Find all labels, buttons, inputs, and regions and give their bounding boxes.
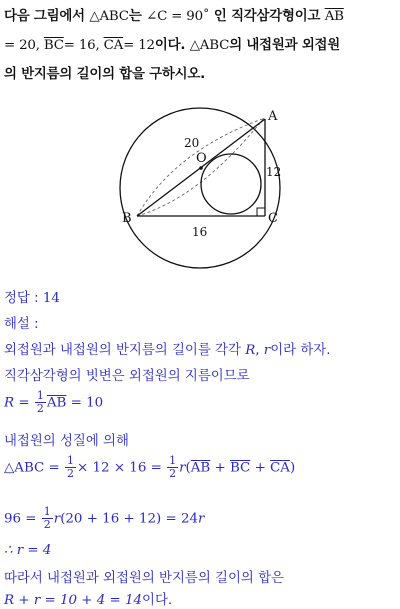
solution-line-8 xyxy=(4,567,396,586)
solution-line-7 xyxy=(4,543,396,558)
var-small-r: r xyxy=(53,511,61,527)
problem-text: 인 직각삼각형이고 xyxy=(209,9,325,24)
fraction-numerator: 1 xyxy=(169,454,177,467)
equation-lhs: 96 = xyxy=(4,511,41,527)
label-length-ca: 12 xyxy=(266,165,282,179)
fraction xyxy=(65,455,76,480)
equation-rhs: (20 + 16 + 12) = 24 xyxy=(60,511,198,527)
fraction-numerator: 1 xyxy=(36,389,44,402)
label-length-ab: 20 xyxy=(184,136,200,150)
geometry-figure xyxy=(100,88,300,288)
segment-ca: $\overline{CA}$ xyxy=(103,38,124,53)
final-expression: R + r = 10 + 4 = 14 xyxy=(4,593,143,608)
answer-value: 14 xyxy=(42,291,60,306)
solution-text: 외접원과 내접원의 반지름의 길이를 각각 xyxy=(4,343,246,358)
problem-text: 의 내접원과 외접원 xyxy=(229,38,341,53)
problem-text: 의 반지름의 길이의 합을 구하시오. xyxy=(4,67,206,82)
solution-line-3 xyxy=(4,390,396,415)
var-big-r: R xyxy=(245,343,256,358)
fraction-denominator: 2 xyxy=(169,467,177,480)
solution-text: 내접원의 성질에 의해 xyxy=(4,434,129,449)
equation-lhs: R = xyxy=(4,395,34,411)
plus-sign: + xyxy=(250,460,271,476)
label-o: O xyxy=(196,151,207,166)
solution-text: 이다. xyxy=(142,593,173,608)
solution-line-6 xyxy=(4,506,396,531)
label-length-bc: 16 xyxy=(192,225,208,239)
conclusion-r: ∴ r = 4 xyxy=(4,543,52,558)
triangle-abc: △ABC xyxy=(89,9,129,24)
paren: ) xyxy=(289,460,296,476)
problem-text: 다음 그림에서 xyxy=(4,9,90,24)
solution-line-1 xyxy=(4,339,396,358)
triangle-abc: △ABC xyxy=(189,38,230,53)
segment-bc: $\overline{BC}$ xyxy=(229,460,251,476)
fraction-denominator: 2 xyxy=(67,467,75,480)
solution-line-9 xyxy=(4,589,396,608)
paren: ( xyxy=(185,460,191,476)
segment-ab: $\overline{AB}$ xyxy=(190,460,211,476)
problem-line-3 xyxy=(4,60,396,89)
problem-text: = 16, xyxy=(63,38,104,53)
var-small-r: r xyxy=(179,460,186,476)
fraction-numerator: 1 xyxy=(43,505,51,518)
problem-text: 는 xyxy=(128,9,147,24)
solution-line-5 xyxy=(4,455,396,480)
equation-middle: × 12 × 16 = xyxy=(77,460,167,476)
equation-rhs: = 10 xyxy=(66,395,104,411)
segment-ab: $\overline{AB}$ xyxy=(324,9,344,24)
problem-text: = 20, xyxy=(4,38,44,53)
segment-bc: $\overline{BC}$ xyxy=(43,38,64,53)
fraction xyxy=(167,455,178,480)
var-small-r: r xyxy=(198,511,205,527)
problem-line-1 xyxy=(4,2,396,31)
fraction xyxy=(35,390,46,415)
center-point-o xyxy=(199,166,203,170)
problem-statement xyxy=(4,2,396,89)
solution-text: , xyxy=(255,343,264,358)
solution-text: 직각삼각형의 빗변은 외접원의 지름이므로 xyxy=(4,369,250,384)
solution-line-2 xyxy=(4,365,396,384)
answer-line xyxy=(4,287,396,306)
label-b: B xyxy=(122,211,132,226)
solution-line-4 xyxy=(4,430,396,449)
explanation-label xyxy=(4,313,396,332)
right-angle-mark xyxy=(257,208,265,216)
solution-text: 이라 하자. xyxy=(270,343,331,358)
segment-ab: $\overline{AB}$ xyxy=(46,395,67,411)
fraction-denominator: 2 xyxy=(43,518,51,531)
segment-ca: $\overline{CA}$ xyxy=(270,460,290,476)
solution-text: 따라서 내접원과 외접원의 반지름의 길이의 합은 xyxy=(4,571,284,586)
circumcircle xyxy=(120,108,280,268)
plus-sign: + xyxy=(210,460,230,476)
fraction-numerator: 1 xyxy=(67,454,75,467)
label-a: A xyxy=(268,109,278,124)
incircle xyxy=(201,154,261,214)
fraction xyxy=(42,506,53,531)
angle-c: ∠C = 90˚ xyxy=(146,9,210,24)
problem-text: 이다. xyxy=(154,38,190,53)
answer-label: 정답 : xyxy=(4,291,43,306)
fraction-denominator: 2 xyxy=(36,402,44,415)
var-small-r: r xyxy=(263,343,271,358)
problem-line-2 xyxy=(4,31,396,60)
equation-lhs: △ABC = xyxy=(4,460,65,476)
problem-text: = 12 xyxy=(123,38,155,53)
explanation-heading: 해설 : xyxy=(4,317,39,332)
label-c: C xyxy=(268,211,278,226)
